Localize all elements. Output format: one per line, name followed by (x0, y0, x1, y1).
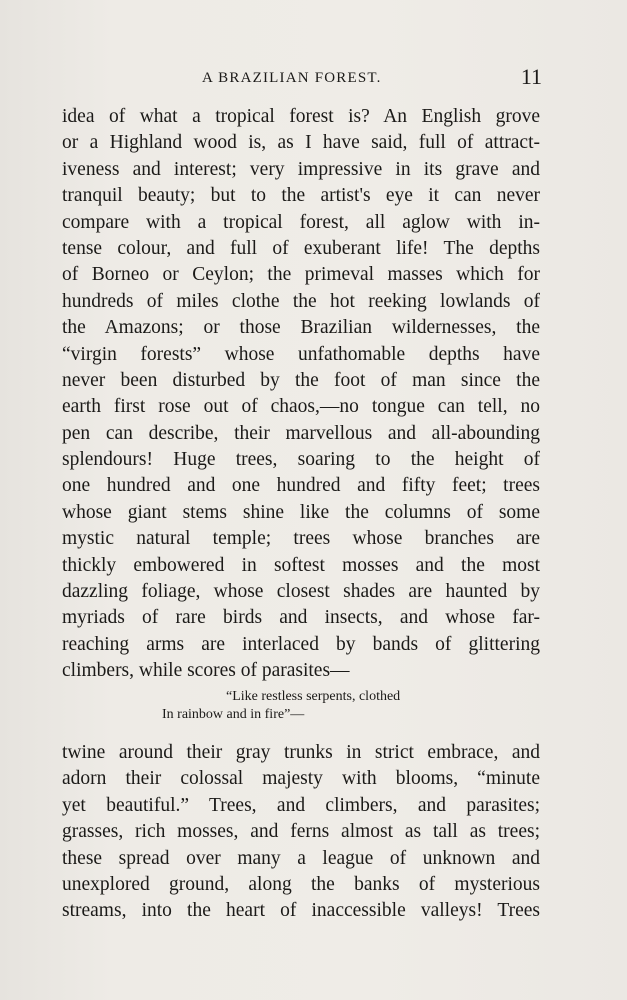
text-line: never been disturbed by the foot of man since the (62, 369, 540, 391)
running-title: A BRAZILIAN FOREST. (202, 70, 382, 86)
page-number: 11 (520, 64, 542, 89)
text-line: pen can describe, their marvellous and all-abounding (62, 422, 540, 444)
text-line: tranquil beauty; but to the artist's eye it can never (62, 185, 540, 207)
text-line: these spread over many a league of unknown and (62, 847, 540, 869)
text-line: climbers, while scores of parasites— (62, 660, 350, 682)
text-line: idea of what a tropical forest is? An English grove (62, 106, 540, 127)
text-line: yet beautiful.” Trees, and climbers, and parasites; (62, 794, 540, 816)
text-line: compare with a tropical forest, all aglow with in- (62, 211, 540, 233)
text-line: of Borneo or Ceylon; the primeval masses which for (62, 264, 540, 286)
quotation-line: “Like restless serpents, clothed (226, 689, 401, 704)
text-line: splendours! Huge trees, soaring to the height of (62, 449, 540, 471)
text-line: grasses, rich mosses, and ferns almost as tall as trees; (62, 821, 540, 843)
text-line: earth first rose out of chaos,—no tongue can tell, no (62, 396, 540, 418)
text-line: myriads of rare birds and insects, and whose far- (62, 607, 540, 629)
text-line: twine around their gray trunks in strict embrace, and (62, 742, 540, 763)
text-line: unexplored ground, along the banks of mysterious (62, 873, 540, 895)
text-line: hundreds of miles clothe the hot reeking lowlands of (62, 290, 540, 312)
text-line: mystic natural temple; trees whose branches are (62, 528, 540, 550)
quotation-line: In rainbow and in fire”— (162, 707, 305, 722)
paragraph-main (62, 104, 540, 685)
text-line: adorn their colossal majesty with blooms, “minute (62, 768, 540, 790)
paragraph-continuation (62, 740, 540, 925)
text-line: streams, into the heart of inaccessible valleys! Trees (62, 900, 540, 922)
running-head (62, 64, 542, 94)
text-line: dazzling foliage, whose closest shades are haunted by (62, 581, 540, 603)
text-line: iveness and interest; very impressive in its grave and (62, 158, 540, 180)
block-quotation (62, 688, 540, 724)
text-line: thickly embowered in softest mosses and the most (62, 554, 540, 576)
text-line: whose giant stems shine like the columns of some (62, 501, 540, 523)
text-line: or a Highland wood is, as I have said, full of attract- (62, 132, 540, 154)
text-line: one hundred and one hundred and fifty feet; trees (62, 475, 540, 497)
text-line: the Amazons; or those Brazilian wildernesses, the (62, 317, 540, 339)
text-line: reaching arms are interlaced by bands of glittering (62, 633, 540, 655)
text-line: tense colour, and full of exuberant life! The depths (62, 237, 540, 259)
text-line: “virgin forests” whose unfathomable depths have (62, 343, 540, 365)
